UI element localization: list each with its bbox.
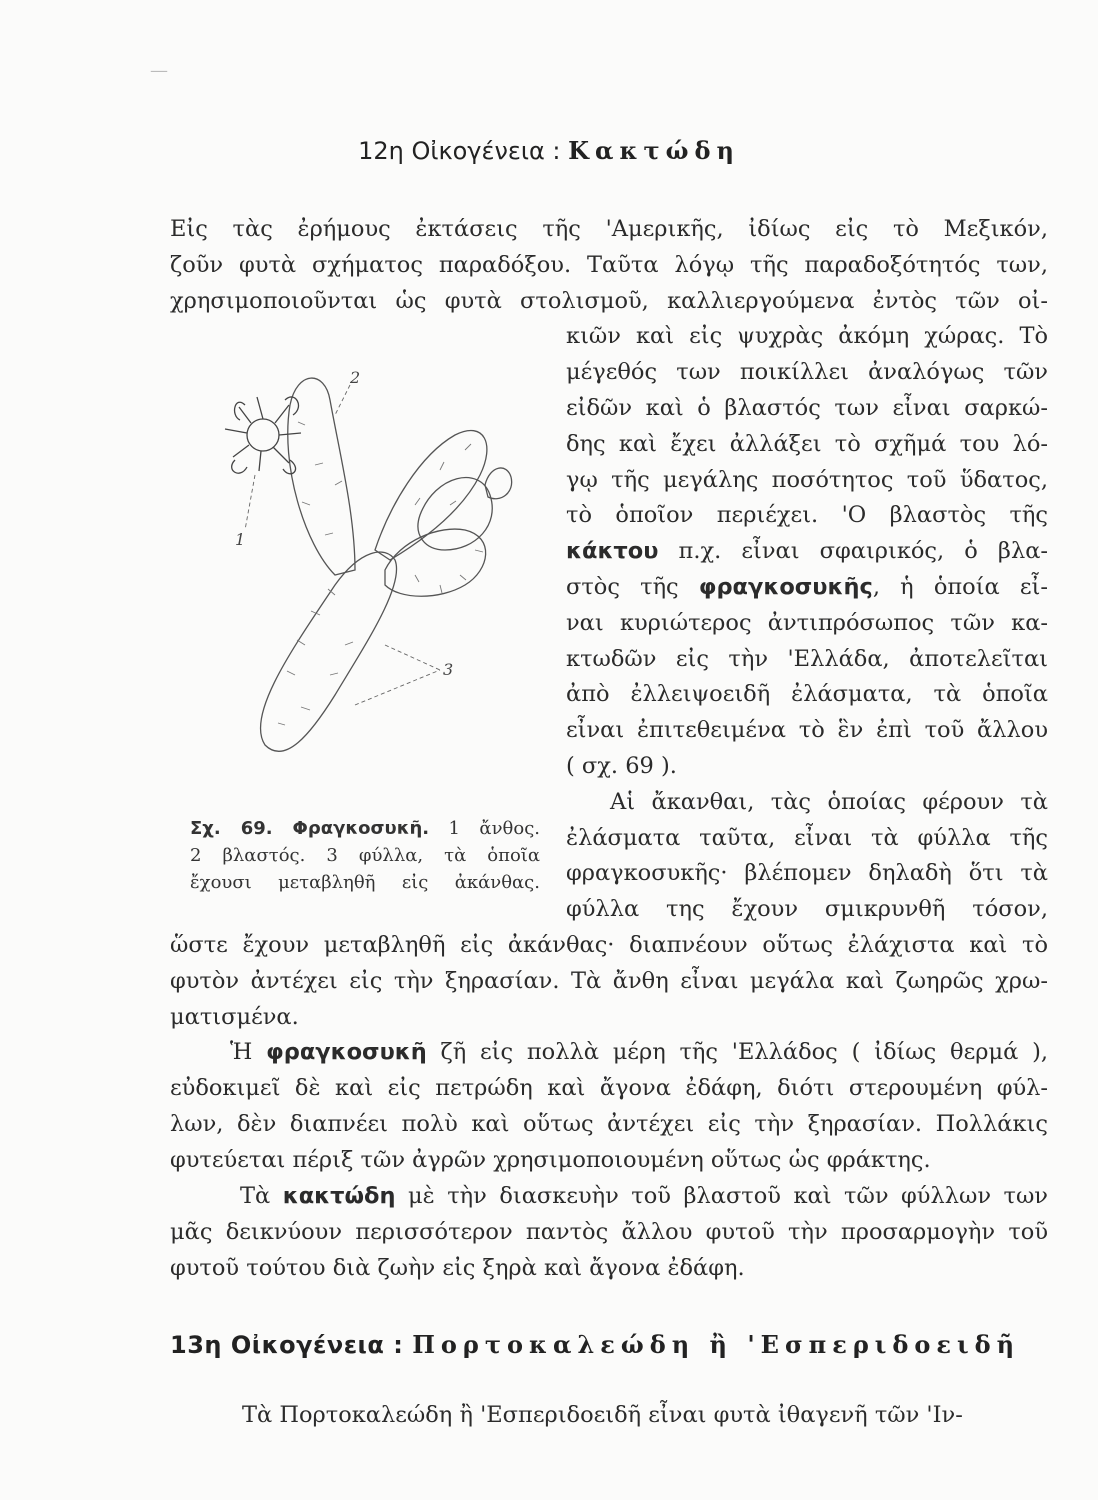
figure-label-2: 2 [350, 368, 361, 387]
text-line: φυτὸν ἀντέχει εἰς τὴν ξηρασίαν. Τὰ ἄνθη εἶναι μεγάλα καὶ ζωηρῶς χρω- [170, 968, 1048, 994]
text-line-ta [240, 1181, 1048, 1211]
text-line: ὥστε ἔχουν μεταβληθῆ εἰς ἀκάνθας· διαπνέουν οὕτως ἐλάχιστα καὶ τὸ [170, 932, 1048, 958]
cactus-pad-right [385, 529, 486, 596]
cactus-figure [185, 345, 545, 785]
line-pre: στὸς τῆς [566, 574, 699, 600]
text-line-kaktou [566, 536, 1048, 566]
caption-title: Σχ. 69. Φραγκοσυκῆ. [190, 818, 430, 839]
caption-line-2: 2 βλαστός. 3 φύλλα, τὰ ὁποῖα [190, 845, 540, 866]
text-line: φύλλα της ἔχουν σμικρυνθῆ τόσον, [566, 896, 1048, 922]
text-line: εἰδῶν καὶ ὁ βλαστός των εἶναι σαρκώ- [566, 395, 1048, 421]
caption-text: 1 ἄνθος. [429, 818, 540, 839]
text-line: ἀπὸ ἐλλειψοειδῆ ἐλάσματα, τὰ ὁποῖα [566, 681, 1048, 707]
caption-line-3: ἔχουσι μεταβληθῆ εἰς ἀκάνθας. [190, 872, 540, 893]
text-line: ἐλάσματα ταῦτα, εἶναι τὰ φύλλα τῆς [566, 825, 1048, 851]
text-line: φυτοῦ τούτου διὰ ζωὴν εἰς ξηρὰ καὶ ἄγονα ἐδάφη. [170, 1255, 745, 1281]
bold-term: φραγκοσυκῆ [266, 1039, 427, 1065]
line-rest: π.χ. εἶναι σφαιρικός, ὁ βλα- [658, 538, 1048, 564]
text-line: γῳ τῆς μεγάλης ποσότητος τοῦ ὕδατος, [566, 467, 1048, 493]
text-line: ζοῦν φυτὰ σχήματος παραδόξου. Ταῦτα λόγῳ τῆς παραδοξότητός των, [170, 252, 1048, 278]
line-rest: ζῆ εἰς πολλὰ μέρη τῆς 'Ελλάδος ( ἰδίως θερμά ), [426, 1039, 1048, 1065]
figure-label-1: 1 [235, 530, 246, 549]
text-line: ναι κυριώτερος ἀντιπρόσωπος τῶν κα- [566, 610, 1048, 636]
heading-12-prefix: 12η Οἰκογένεια : [358, 137, 561, 165]
text-line-fragko [566, 572, 1048, 602]
bold-term: φραγκοσυκῆς [698, 574, 873, 600]
text-line: εἶναι ἐπιτεθειμένα τὸ ἓν ἐπὶ τοῦ ἄλλου [566, 717, 1048, 743]
heading-family-13 [170, 1330, 1050, 1359]
text-line: δης καὶ ἔχει ἀλλάξει τὸ σχῆμά του λό- [566, 431, 1048, 457]
text-line: κτωδῶν εἰς τὴν 'Ελλάδα, ἀποτελεῖται [566, 646, 1048, 672]
heading-family-12 [0, 136, 1098, 165]
text-line: ματισμένα. [170, 1004, 299, 1030]
text-line: φυτεύεται πέριξ τῶν ἀγρῶν χρησιμοποιουμένη οὕτως ὡς φράκτης. [170, 1147, 931, 1173]
text-line: χρησιμοποιοῦνται ὡς φυτὰ στολισμοῦ, καλλιεργούμενα ἐντὸς τῶν οἰ- [170, 288, 1048, 314]
line-pre: Τὰ [240, 1183, 283, 1209]
text-line-i [230, 1037, 1048, 1067]
heading-12-family: Κακτώδη [568, 136, 740, 165]
figure-caption [190, 815, 540, 896]
heading-13-family: Πορτοκαλεώδη ἢ 'Εσπεριδοειδῆ [412, 1330, 1021, 1359]
text-line: Εἰς τὰς ἐρήμους ἐκτάσεις τῆς 'Αμερικῆς, ἰδίως εἰς τὸ Μεξικόν, [170, 216, 1048, 242]
heading-13-prefix: 13η Οἰκογένεια : [170, 1331, 404, 1359]
cactus-drawing [225, 378, 512, 751]
cactus-pad-main [260, 552, 396, 751]
text-line: ( σχ. 69 ). [566, 753, 677, 779]
text-line: φραγκοσυκῆς· βλέπομεν δηλαδὴ ὅτι τὰ [566, 860, 1048, 886]
text-line: Αἱ ἄκανθαι, τὰς ὁποίας φέρουν τὰ [610, 789, 1048, 815]
text-line: Τὰ Πορτοκαλεώδη ἢ 'Εσπεριδοειδῆ εἶναι φυτὰ ἰθαγενῆ τῶν 'Ιν- [242, 1402, 963, 1428]
text-line: μᾶς δεικνύουν περισσότερον παντὸς ἄλλου φυτοῦ τὴν προσαρμογὴν τοῦ [170, 1219, 1048, 1245]
text-line: κιῶν καὶ εἰς ψυχρὰς ἀκόμη χώρας. Τὸ [566, 323, 1048, 349]
cactus-spines [278, 422, 483, 725]
page-mark: — [150, 60, 168, 81]
bold-term: κάκτου [566, 538, 659, 564]
line-rest: μὲ τὴν διασκευὴν τοῦ βλαστοῦ καὶ τῶν φύλλων των [395, 1183, 1048, 1209]
figure-callouts [245, 385, 440, 705]
text-line: εὐδοκιμεῖ δὲ καὶ εἰς πετρώδη καὶ ἄγονα ἐδάφη, διότι στερουμένη φύλ- [170, 1075, 1048, 1101]
figure-label-3: 3 [443, 660, 454, 679]
text-line: λων, δὲν διαπνέει πολὺ καὶ οὕτως ἀντέχει εἰς τὴν ξηρασίαν. Πολλάκις [170, 1111, 1048, 1137]
cactus-pad-small [485, 468, 512, 499]
text-line: τὸ ὁποῖον περιέχει. 'Ο βλαστὸς τῆς [566, 502, 1048, 528]
caption-line-1 [190, 815, 540, 842]
line-pre: Ἡ [230, 1039, 267, 1065]
bold-term: κακτώδη [282, 1183, 396, 1209]
text-line: μέγεθός των ποικίλλει ἀναλόγως τῶν [566, 359, 1048, 385]
line-rest: , ἡ ὁποία εἶ- [872, 574, 1048, 600]
